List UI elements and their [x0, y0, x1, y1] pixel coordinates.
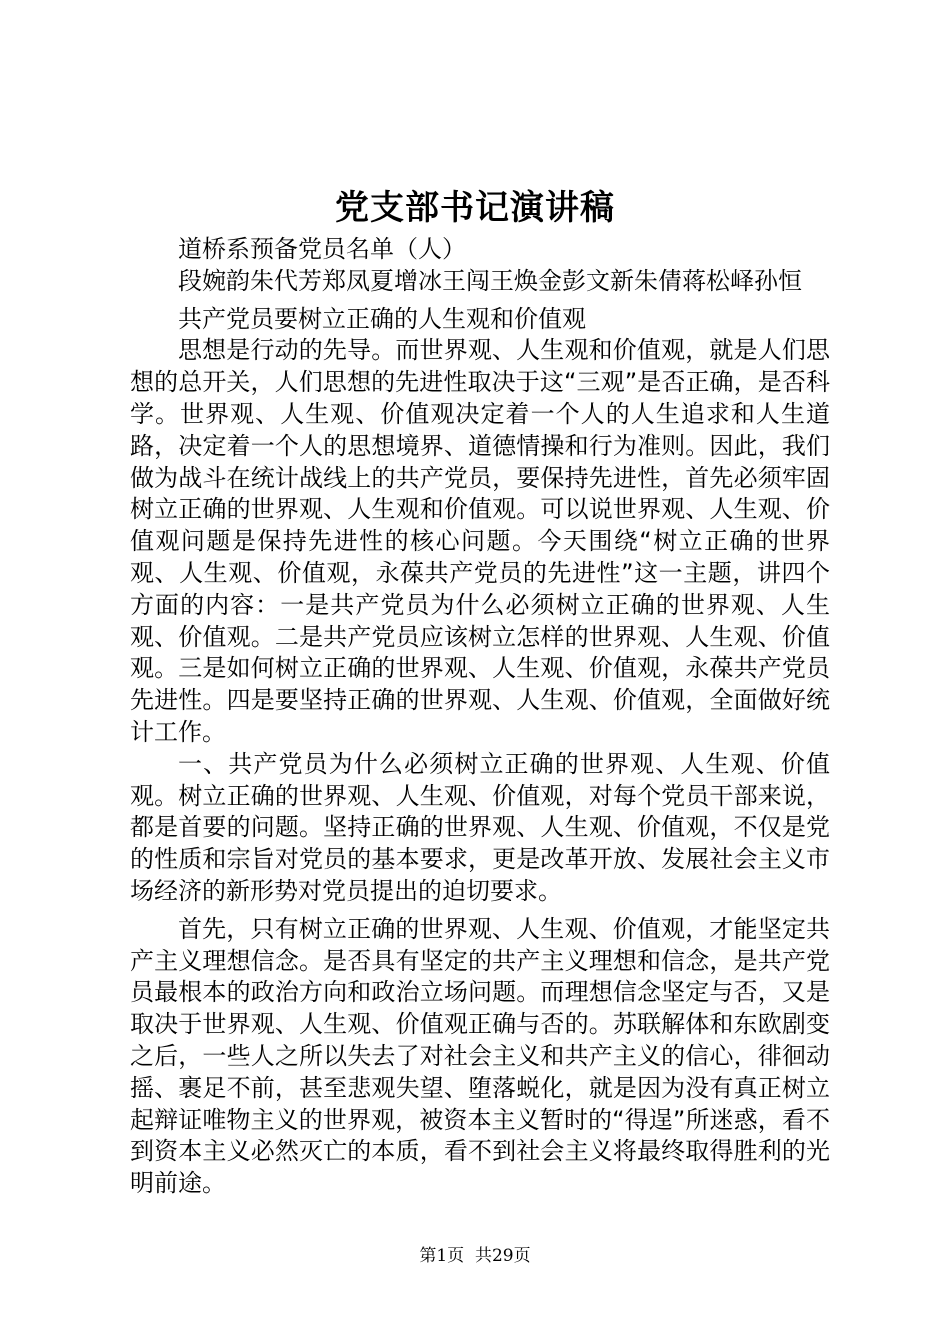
document-title: 党支部书记演讲稿: [335, 188, 615, 228]
paragraph-member-list-heading: 道桥系预备党员名单（人）: [178, 235, 466, 263]
page-number-footer: 第1页 共29页: [419, 1246, 531, 1266]
paragraph-body: 一、共产党员为什么必须树立正确的世界观、人生观、价值观。树立正确的世界观、人生观、价值观，对每个党员干部来说，都是首要的问题。坚持正确的世界观、人生观、价值观，不仅是党的性质和宗旨对党员的基本要求，更是改革开放、发展社会主义市场经济的新形势对党员提出的迫切要求。: [130, 749, 830, 905]
paragraph-body: 思想是行动的先导。而世界观、人生观和价值观，就是人们思想的总开关，人们思想的先进性取决于这“三观”是否正确，是否科学。世界观、人生观、价值观决定着一个人的人生追求和人生道路，决定着一个人的思想境界、道德情操和行为准则。因此，我们做为战斗在统计战线上的共产党员，要保持先进性，首先必须牢固树立正确的世界观、人生观和价值观。可以说世界观、人生观、价值观问题是保持先进性的核心问题。今天围绕“树立正确的世界观、人生观、价值观，永葆共产党员的先进性”这一主题，讲四个方面的内容：一是共产党员为什么必须树立正确的世界观、人生观、价值观。二是共产党员应该树立怎样的世界观、人生观、价值观。三是如何树立正确的世界观、人生观、价值观，永葆共产党员先进性。四是要坚持正确的世界观、人生观、价值观，全面做好统计工作。: [130, 336, 830, 746]
paragraph-section-heading: 共产党员要树立正确的人生观和价值观: [178, 304, 586, 333]
paragraph-body: 首先，只有树立正确的世界观、人生观、价值观，才能坚定共产主义理想信念。是否具有坚定的共产主义理想和信念，是共产党员最根本的政治方向和政治立场问题。而理想信念坚定与否，又是取决于世界观、人生观、价值观正确与否的。苏联解体和东欧剧变之后，一些人之所以失去了对社会主义和共产主义的信心，徘徊动摇、裹足不前，甚至悲观失望、堕落蜕化，就是因为没有真正树立起辩证唯物主义的世界观，被资本主义暂时的“得逞”所迷惑，看不到资本主义必然灭亡的本质，看不到社会主义将最终取得胜利的光明前途。: [130, 914, 830, 1198]
paragraph-member-names: 段婉韵朱代芳郑凤夏增冰王闯王焕金彭文新朱倩蒋松峄孙恒: [178, 266, 802, 295]
document-body: [130, 234, 830, 1200]
